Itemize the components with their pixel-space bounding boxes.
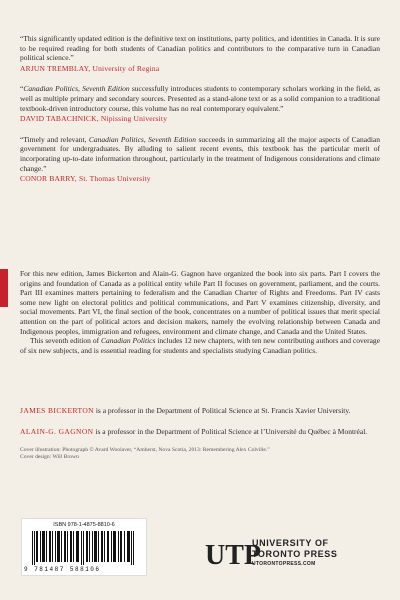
author-bio-text: is a professor in the Department of Political Science at l’Université du Québec à Montréal. [93,427,368,436]
author-name: JAMES BICKERTON [20,406,94,415]
endorser-affiliation: University of Regina [92,63,160,73]
barcode-digits: 9 781487 588106 [24,566,101,573]
author-bio-2 [20,427,380,437]
illustration-credit: Cover illustration: Photograph © Avard Woolaver, “Amherst, Nova Scotia, 2013: Remembering Alex Colville.” [20,447,270,453]
endorsement-text: “Timely and relevant, Canadian Politics, Seventh Edition succeeds in summarizing all the major aspects of Canadian government for undergraduates. By alluding to salient recent events, this textbook has the particular merit of incorporating up-to-date information throughout, particularly in the treatment of Indigenous considerations and climate change.” [20,134,380,173]
accent-bar [0,269,8,307]
endorser-name: ARJUN TREMBLAY, [20,63,91,73]
isbn-text: ISBN 978-1-4875-8810-6 [53,522,115,528]
endorsement-attribution [20,114,380,124]
endorsement-attribution [20,174,380,184]
author-bio-text: is a professor in the Department of Political Science at St. Francis Xavier University. [93,406,351,415]
author-bio-1 [20,406,380,416]
design-credit: Cover design: Will Brown [20,454,79,460]
barcode-bars [32,531,136,565]
endorsement-2 [20,84,380,123]
barcode [21,518,147,576]
endorser-name: CONOR BARRY, [20,174,77,184]
endorsement-3 [20,135,380,184]
endorsement-1 [20,34,380,73]
publisher-name: UNIVERSITY OF TORONTO PRESS [252,538,338,559]
book-description [20,269,380,355]
endorsement-attribution [20,64,380,74]
description-paragraph-1: For this new edition, James Bickerton and Alain-G. Gagnon have organized the book into six parts. Part I covers the origins and foundation of Canada as a political entity while Part II focuses on government, parliament, and the courts. Part III examines matters pertaining to federalism and the Canadian Charter of Rights and Freedoms. Part IV casts some new light on electoral politics and political communications, and Part V examines citizenship, diversity, and social movements. Part VI, the final section of the book, concentrates on a number of political issues that merit special attention on the part of political actors and decision makers, namely the evolving relationship between Canada and Indigenous peoples, immigration and refugees, environment and climate change, and Canada and the United States. [20,269,380,336]
publisher-url: UTORONTOPRESS.COM [252,561,316,567]
description-paragraph-2: This seventh edition of Canadian Politics includes 12 new chapters, with ten new contributing authors and coverage of six new subjects, and is essential reading for students and specialists studying Canadian politics. [20,336,380,355]
endorsement-text: “This significantly updated edition is the definitive text on institutions, party politics, and identities in Canada. It is sure to be required reading for both students of Canadian politics and contributors to the comparative turn in Canadian political science.” [20,34,380,63]
endorser-affiliation: Nipissing University [100,114,168,124]
endorser-affiliation: St. Thomas University [78,174,151,184]
cover-credits [20,447,380,461]
endorser-name: DAVID TABACHNICK, [20,114,99,124]
endorsements [20,34,380,195]
utp-logo [205,538,261,571]
author-name: ALAIN-G. GAGNON [20,427,94,436]
utp-logo-text: UTP [205,540,261,571]
endorsement-text: “Canadian Politics, Seventh Edition successfully introduces students to contemporary scholars working in the field, as well as multiple primary and secondary sources. Presented as a stand-alone text or as a solid companion to a traditional textbook-driven introductory course, this volume has no real contemporary equivalent.” [20,84,380,113]
